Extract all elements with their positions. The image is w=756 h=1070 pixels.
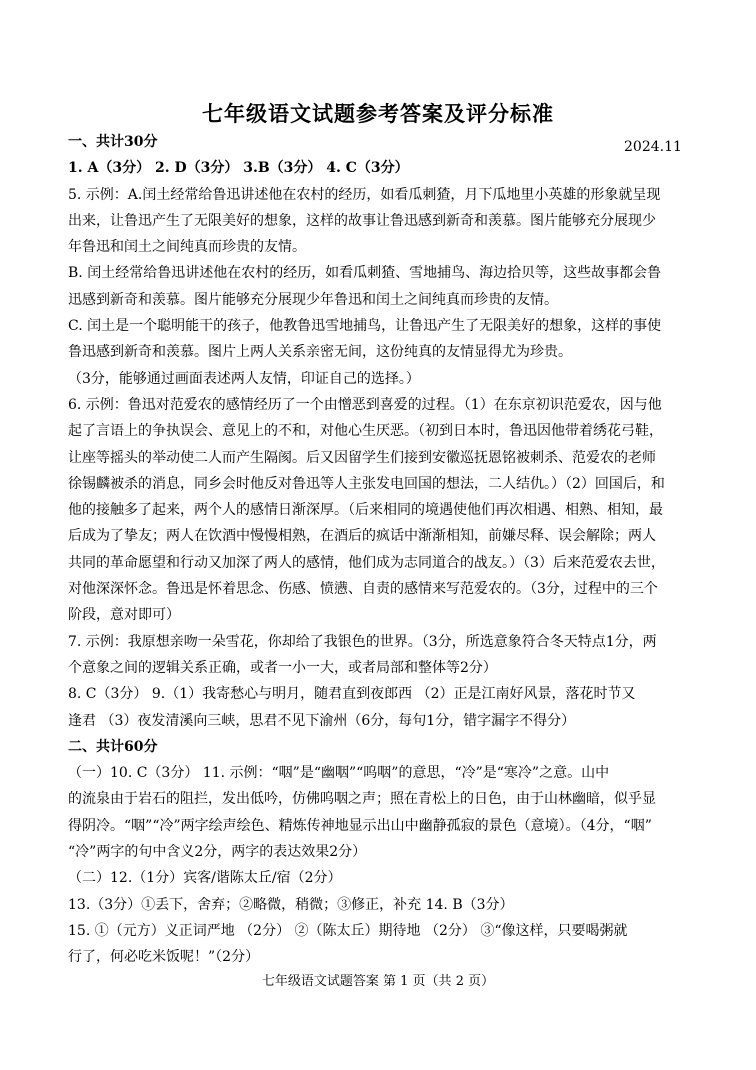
- date-label: 2024.11: [624, 139, 682, 155]
- answer-line: “冷”两字的句中含义2分，两字的表达效果2分）: [68, 844, 367, 861]
- answer-line: 的流泉由于岩石的阻拦，发出低吟，仿佛呜咽之声；照在青松上的日色，由于山林幽暗，似乎显: [68, 791, 656, 808]
- answer-line: 鲁迅感到新奇和羡慕。图片上两人关系亲密无间，这份纯真的友情显得尤为珍贵。: [68, 344, 572, 361]
- answer-line: 行了，何必吃米饭呢！”（2分）: [68, 949, 260, 966]
- answer-line: 对他深深怀念。鲁迅是怀着思念、伤感、愤懑、自责的感情来写范爱农的。（3分，过程中的三个: [68, 581, 658, 598]
- page-title: 七年级语文试题参考答案及评分标准: [202, 101, 554, 126]
- answer-line: 徐锡麟被杀的消息，同乡会时他反对鲁迅等人主张发电回国的想法，二人结仇。）（2）回国后，和: [68, 475, 665, 492]
- answer-line: B. 闰土经常给鲁迅讲述他在农村的经历，如看瓜刺猹、雪地捕鸟、海边拾贝等，这些故事都会鲁: [68, 265, 662, 282]
- section-heading-1: 一、共计30分: [68, 134, 158, 150]
- answer-line: 阶段，意对即可）: [68, 607, 180, 624]
- answer-line: 个意象之间的逻辑关系正确，或者一小一大，或者局部和整体等2分）: [68, 659, 497, 676]
- answer-line: 6. 示例：鲁迅对范爱农的感情经历了一个由憎恶到喜爱的过程。（1）在东京初识范爱农，因与他: [68, 396, 662, 413]
- answer-line: 迅感到新奇和羡慕。图片能够充分展现少年鲁迅和闰土之间纯真而珍贵的友情。: [68, 291, 558, 308]
- answer-line: C. 闰土是一个聪明能干的孩子，他教鲁迅雪地捕鸟，让鲁迅产生了无限美好的想象，这样的事使: [68, 318, 662, 335]
- section-heading-2: 二、共计60分: [68, 738, 158, 755]
- answer-line: 8. C（3分） 9.（1）我寄愁心与明月，随君直到夜郎西 （2）正是江南好风景，落花时节又: [68, 686, 636, 703]
- answer-line: 1. A（3分） 2. D（3分） 3.B（3分） 4. C（3分）: [68, 160, 409, 177]
- answer-line: （3分，能够通过画面表述两人友情，印证自己的选择。）: [68, 370, 420, 387]
- answer-content: [68, 129, 692, 971]
- answer-line: 13.（3分）①丢下，舍弃；②略微，稍微；③修正，补充 14. B（3分）: [68, 896, 514, 913]
- answer-line: 7. 示例：我原想亲吻一朵雪花，你却给了我银色的世界。（3分，所选意象符合冬天特点1分，两: [68, 633, 657, 650]
- answer-line: （一）10. C（3分） 11. 示例：“咽”是“幽咽”“呜咽”的意思，“冷”是“寒冷”之意。山中: [68, 765, 610, 782]
- answer-line: 得阴冷。“咽”“冷”两字绘声绘色、精炼传神地显示出山中幽静孤寂的景色（意境）。（4分，“咽”: [68, 817, 652, 834]
- answer-line: 5. 示例：A.闰土经常给鲁迅讲述他在农村的经历，如看瓜刺猹，月下瓜地里小英雄的形象就呈现: [68, 186, 661, 203]
- answer-line: 逢君 （3）夜发清溪向三峡，思君不见下渝州（6分，每句1分，错字漏字不得分）: [68, 712, 576, 729]
- answer-line: 让座等摇头的举动使二人而产生隔阂。后又因留学生们接到安徽巡抚恩铭被刺杀、范爱农的老师: [68, 449, 656, 466]
- answer-line: 年鲁迅和闰土之间纯真而珍贵的友情。: [68, 239, 306, 256]
- answer-line: 共同的革命愿望和行动又加深了两人的感情，他们成为志同道合的战友。）（3）后来范爱农去世，: [68, 554, 665, 571]
- page-footer: 七年级语文试题答案 第 1 页（共 2 页）: [261, 974, 495, 989]
- answer-line: 他的接触多了起来，两个人的感情日渐深厚。（后来相同的境遇使他们再次相遇、相熟、相知，最: [68, 502, 663, 519]
- answer-line: （二）12.（1分）宾客/谐陈太丘/宿（2分）: [68, 870, 342, 887]
- answer-line: 起了言语上的争执误会、意见上的不和，对他心生厌恶。（初到日本时，鲁迅因他带着绣花弓鞋，: [68, 423, 663, 440]
- answer-line: 15. ①（元方）义正词严地 （2分） ②（陈太丘）期待地 （2分） ③“像这样，只要喝粥就: [68, 922, 628, 939]
- answer-line: 后成为了挚友；两人在饮酒中慢慢相熟，在酒后的疯话中渐渐相知，前嫌尽释、误会解除；两人: [68, 528, 656, 545]
- answer-line: 出来，让鲁迅产生了无限美好的想象，这样的故事让鲁迅感到新奇和羡慕。图片能够充分展现少: [68, 212, 656, 229]
